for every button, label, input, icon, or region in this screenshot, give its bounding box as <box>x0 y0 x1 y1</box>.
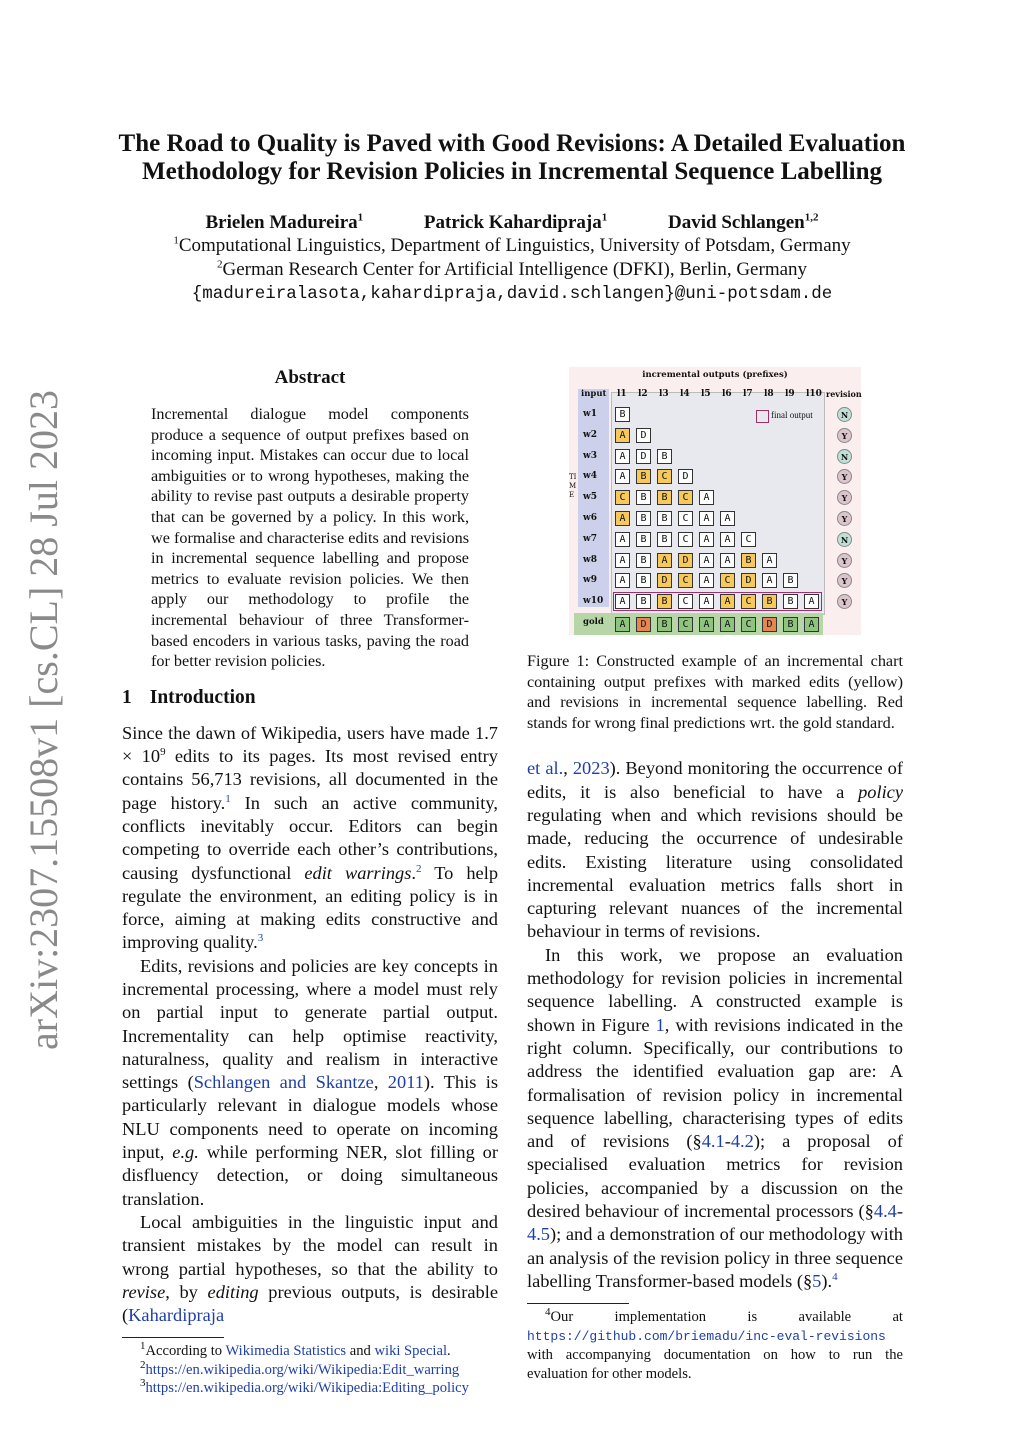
revision-label: revision <box>826 389 862 399</box>
affiliation-text: Computational Linguistics, Department of Linguistics, University of Potsdam, Germany <box>178 235 851 256</box>
text: , with revisions indicated in the right column. Specifically, our contributions to address the identified evaluation gap are: A formalisation of revision policy in incremental sequence labelling, characterising types of edits and of revisions (§ <box>527 1014 903 1152</box>
section-heading <box>122 686 498 710</box>
text: - <box>724 1131 731 1152</box>
abstract-heading: Abstract <box>274 367 346 388</box>
column-label: l2 <box>638 389 648 399</box>
column-label: l4 <box>680 389 690 399</box>
text: edits to its pages. Its most revised entry contains 56,713 revisions, all documented in the page history. <box>122 746 498 813</box>
paragraph <box>527 1308 903 1383</box>
left-column <box>122 366 498 1398</box>
figure-incremental-chart <box>569 367 861 635</box>
prefix-labels: ABBCAA <box>619 513 746 524</box>
column-label: l5 <box>701 389 711 399</box>
revision-indicator: N <box>837 449 852 464</box>
revision-indicator: Y <box>837 553 852 568</box>
author-name: Brielen Madureira <box>205 212 358 233</box>
title-line: The Road to Quality is Paved with Good Revisions: A Detailed Evaluation <box>118 130 906 157</box>
text: In such an active community, conflicts inevitably occur. Editors can begin competing to override each other’s contributions, causing dysfunctional <box>122 792 498 883</box>
link[interactable]: 4.2 <box>730 1131 754 1152</box>
right-column <box>527 367 903 1383</box>
paragraph <box>140 1342 498 1361</box>
footnote-marker[interactable]: 3 <box>257 932 264 945</box>
prefix-labels: ABCD <box>619 471 704 483</box>
input-label: input <box>581 389 607 399</box>
text: with accompanying documentation on how to run the evaluation for other models. <box>527 1347 903 1382</box>
input-token: w4 <box>583 471 598 482</box>
link[interactable]: Wikimedia Statistics <box>225 1343 347 1360</box>
figure-title: incremental outputs (prefixes) <box>642 370 788 380</box>
link[interactable]: https://en.wikipedia.org/wiki/Wikipedia:Editing_policy <box>145 1380 469 1397</box>
paragraph <box>122 955 498 1211</box>
abstract-text: Incremental dialogue model components produce a sequence of output prefixes based on incoming input. Mistakes can occur due to local ambiguities or to wrong hypotheses, making the ability to revise past outputs a desirable property that can be governed by a policy. In this work, we formalise and characterise edits and revisions in incremental sequence labelling and propose metrics to evaluate revision policies. We then apply our methodology to profile the incremental behaviour of three Transformer-based encoders in various tasks, paving the road for better revision policies. <box>151 405 469 671</box>
text: while performing NER, slot filling or disfluency detection, or doing simultaneous translation. <box>122 1142 498 1209</box>
author <box>668 212 818 233</box>
text: Edits, revisions and policies are key concepts in incremental processing, where a model must rely on partial input to generate partial output. Incrementality can help optimise reactivity, naturalness, quality and realism in interactive settings ( <box>122 955 498 1093</box>
column-label: l6 <box>722 389 732 399</box>
prefix-labels: ADB <box>619 450 683 462</box>
link[interactable]: https://en.wikipedia.org/wiki/Wikipedia:Edit_warring <box>145 1361 460 1378</box>
text: , <box>563 758 573 779</box>
column-label: l9 <box>785 389 795 399</box>
footnote-divider <box>527 1303 629 1304</box>
left-column-body <box>122 722 498 1328</box>
revision-indicator: N <box>837 407 852 422</box>
repo-link[interactable]: https://github.com/briemadu/inc-eval-revisions <box>527 1328 886 1344</box>
superscript: 3 <box>140 1377 146 1390</box>
input-token: w1 <box>583 409 598 419</box>
text: ); and a demonstration of our methodology with an analysis of the revision policy in three sequence labelling Transformer-based models (§ <box>527 1224 903 1291</box>
text: . <box>447 1343 451 1360</box>
link[interactable]: 2011 <box>387 1072 424 1093</box>
link[interactable]: 1 <box>655 1014 665 1035</box>
prefix-labels: ABDCACDAB <box>619 575 809 587</box>
text: ). <box>821 1270 833 1291</box>
time-axis-label: TIME <box>569 473 577 499</box>
email[interactable]: {madureiralasota,kahardipraja,david.schlangen}@uni-potsdam.de <box>191 284 833 304</box>
paragraph <box>140 1361 498 1380</box>
author-name: David Schlangen <box>668 212 805 233</box>
text: ). This is particularly relevant in dialogue models whose NLU components need to operate on incoming input, <box>122 1072 498 1163</box>
title-line: Methodology for Revision Policies in Incremental Sequence Labelling <box>141 158 883 185</box>
input-token: w5 <box>583 492 598 503</box>
revision-indicator: Y <box>837 490 852 505</box>
paragraph <box>122 1211 498 1327</box>
prefix-labels: ABBCAACBBA <box>619 596 830 608</box>
section-number: 1 <box>122 686 132 708</box>
emphasis: revise <box>122 1281 166 1302</box>
text: Since the dawn of Wikipedia, users have made 1.7 × 10 <box>122 722 498 767</box>
link[interactable]: Schlangen and Skantze <box>193 1072 374 1093</box>
footnote-marker[interactable]: 4 <box>832 1270 838 1283</box>
link[interactable]: Kahardipraja <box>128 1305 225 1326</box>
final-output-legend: final output <box>771 410 813 420</box>
link[interactable]: wiki Special <box>374 1343 448 1360</box>
link[interactable]: 4.1 <box>701 1131 725 1152</box>
prefix-labels: AD <box>619 429 662 441</box>
footnote-marker[interactable]: 2 <box>416 862 422 875</box>
paragraph <box>527 944 903 1293</box>
footnotes-left <box>140 1342 498 1398</box>
arxiv-identifier: arXiv:2307.15508v1 [cs.CL] 28 Jul 2023 <box>21 390 66 1050</box>
author-list <box>42 212 982 234</box>
author <box>206 212 364 233</box>
text: ). Beyond monitoring the occurrence of edits, it is also beneficial to have a <box>527 758 903 802</box>
text: , by <box>165 1281 208 1302</box>
emphasis: editing <box>207 1281 259 1302</box>
author-affiliation-marker: 1 <box>601 211 608 224</box>
gold-label: gold <box>583 617 604 627</box>
column-label: l1 <box>617 389 627 399</box>
input-token: w6 <box>583 513 598 523</box>
input-token: w7 <box>583 533 598 544</box>
revision-indicator: Y <box>837 511 852 526</box>
section-title: Introduction <box>149 686 256 708</box>
affiliation <box>42 258 982 282</box>
author <box>424 212 607 233</box>
input-token: w8 <box>583 554 598 565</box>
link[interactable]: 2023 <box>572 758 610 779</box>
text: previous outputs, is desirable ( <box>122 1281 498 1326</box>
prefix-labels: B <box>619 409 641 420</box>
emphasis: e.g. <box>172 1142 199 1163</box>
text: , <box>373 1072 388 1093</box>
paragraph <box>122 722 498 955</box>
text: ); a proposal of specialised evaluation metrics for revision policies, accompanied by a discussion on the desired behaviour of incremental processors (§ <box>527 1131 903 1222</box>
text: Our implementation is available at <box>550 1309 903 1326</box>
column-label: l7 <box>743 389 753 399</box>
paper-header <box>42 130 982 306</box>
superscript: 9 <box>160 745 166 758</box>
affiliation-marker: 1 <box>173 234 179 247</box>
figure-caption: Figure 1: Constructed example of an incremental chart containing output prefixes with marked edits (yellow) and revisions in incremental sequence labelling. Red stands for wrong final predictions wrt. the gold standard. <box>527 652 903 732</box>
column-label: l8 <box>764 389 774 399</box>
text: . <box>411 862 416 883</box>
footnote-divider <box>122 1337 224 1338</box>
author-affiliation-marker: 1 <box>357 211 364 224</box>
right-column-body <box>527 757 903 1293</box>
superscript: 4 <box>545 1306 551 1319</box>
input-token: w2 <box>583 429 598 440</box>
affiliation-text: German Research Center for Artificial Intelligence (DFKI), Berlin, Germany <box>222 259 808 280</box>
superscript: 1 <box>140 1340 146 1353</box>
link[interactable]: 4.5 <box>527 1224 550 1245</box>
affiliation-marker: 2 <box>216 258 223 271</box>
text: According to <box>145 1343 226 1360</box>
text: - <box>896 1201 903 1222</box>
final-output-legend-swatch <box>756 410 769 423</box>
text: regulating when and which revisions should be made, reducing the occurrence of undesirable edits. Existing literature using consolidated incremental evaluation metrics falls short in capturing relevant nuances of the incremental behaviour in terms of revisions. <box>527 804 903 942</box>
revision-indicator: Y <box>837 469 852 484</box>
input-token: w9 <box>583 575 598 586</box>
author-affiliation-marker: 1,2 <box>804 211 819 224</box>
paper-title <box>42 130 982 186</box>
emphasis: edit warrings <box>304 862 412 883</box>
revision-indicator: Y <box>837 594 852 609</box>
superscript: 2 <box>140 1359 146 1372</box>
revision-indicator: Y <box>837 573 852 588</box>
prefix-labels: CBBCA <box>619 492 725 504</box>
column-label: l3 <box>659 389 669 399</box>
footnote-marker[interactable]: 1 <box>225 792 231 805</box>
text: Local ambiguities in the linguistic input and transient mistakes by the model can result in wrong partial hypotheses, so that the ability to <box>122 1211 498 1279</box>
gold-labels: ADBCAACDBA <box>619 619 830 630</box>
prefix-labels: ABBCAAC <box>619 533 767 545</box>
revision-indicator: N <box>837 532 852 547</box>
revision-indicator: Y <box>837 428 852 443</box>
link[interactable]: 4.4 <box>873 1201 897 1222</box>
author-name: Patrick Kahardipraja <box>423 212 602 233</box>
link[interactable]: et al. <box>527 758 564 779</box>
text: To help regulate the environment, an editing policy is in force, aiming at making edits constructive and improving quality. <box>122 862 499 953</box>
column-label: l10 <box>806 389 822 399</box>
prefix-labels: ABADAABA <box>619 554 788 566</box>
emphasis: policy <box>858 781 903 802</box>
affiliation <box>42 234 982 258</box>
paragraph <box>140 1379 498 1398</box>
text: In this work, we propose an evaluation methodology for revision policies in incremental sequence labelling. A constructed example is shown in Figure <box>527 944 903 1035</box>
input-token: w10 <box>583 596 604 607</box>
footnotes-right <box>527 1308 903 1383</box>
link[interactable]: 5 <box>812 1270 822 1291</box>
text: and <box>346 1343 375 1360</box>
paragraph <box>527 757 903 943</box>
input-token: w3 <box>583 450 598 461</box>
